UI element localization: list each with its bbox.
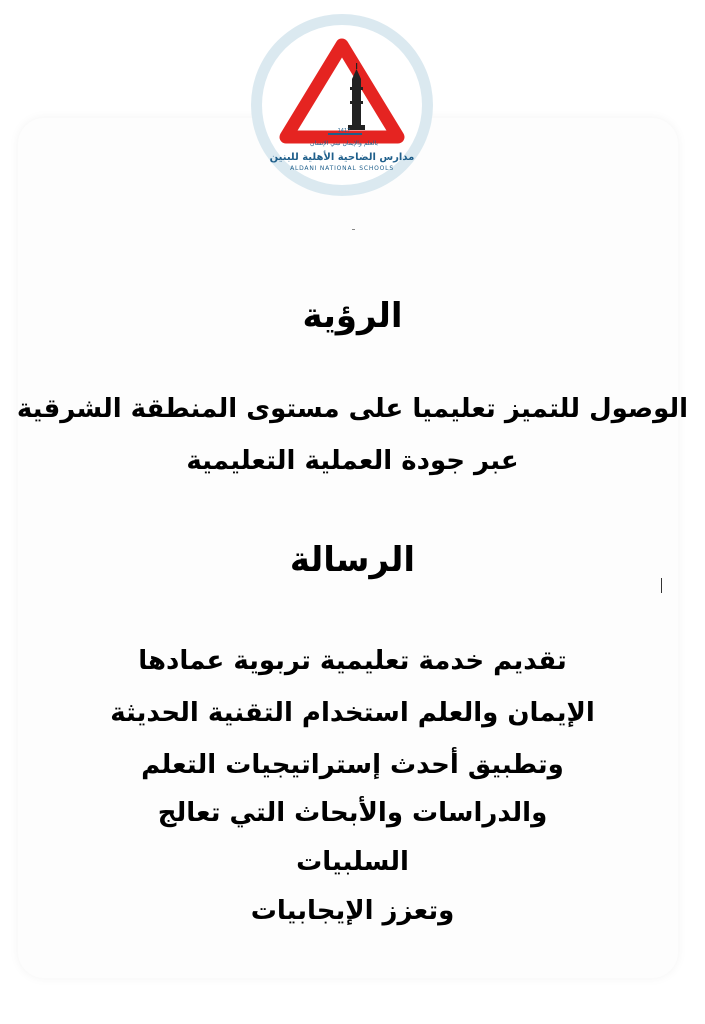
text-cursor xyxy=(661,578,662,593)
logo-triangle xyxy=(286,45,398,137)
logo-graphic xyxy=(262,25,422,185)
mission-line-2: الإيمان والعلم استخدام التقنية الحديثة xyxy=(110,698,595,728)
mission-title: الرسالة xyxy=(289,540,416,580)
logo-motto: بالعلم والإيمان نبني الإنسان xyxy=(310,140,378,147)
vision-line-2: عبر جودة العملية التعليمية xyxy=(186,446,519,476)
logo-arabic-name: مدارس الضاحية الأهلية للبنين xyxy=(269,152,415,163)
mission-line-5: السلبيات xyxy=(296,847,409,877)
mission-line-3: وتطبيق أحدث إستراتيجيات التعلم xyxy=(141,750,564,780)
dot-mark xyxy=(352,229,355,230)
logo-year: 1417 xyxy=(337,128,351,134)
mission-line-1: تقديم خدمة تعليمية تربوية عمادها xyxy=(138,646,567,676)
school-logo xyxy=(251,14,433,196)
vision-title: الرؤية xyxy=(302,296,403,336)
vision-line-1: الوصول للتميز تعليميا على مستوى المنطقة الشرقية xyxy=(16,394,689,424)
logo-badge xyxy=(262,25,422,185)
mission-line-4: والدراسات والأبحاث التي تعالج xyxy=(157,798,548,828)
mission-line-6: وتعزز الإيجابيات xyxy=(250,896,455,926)
logo-english-name: ALDANI NATIONAL SCHOOLS xyxy=(290,165,394,172)
